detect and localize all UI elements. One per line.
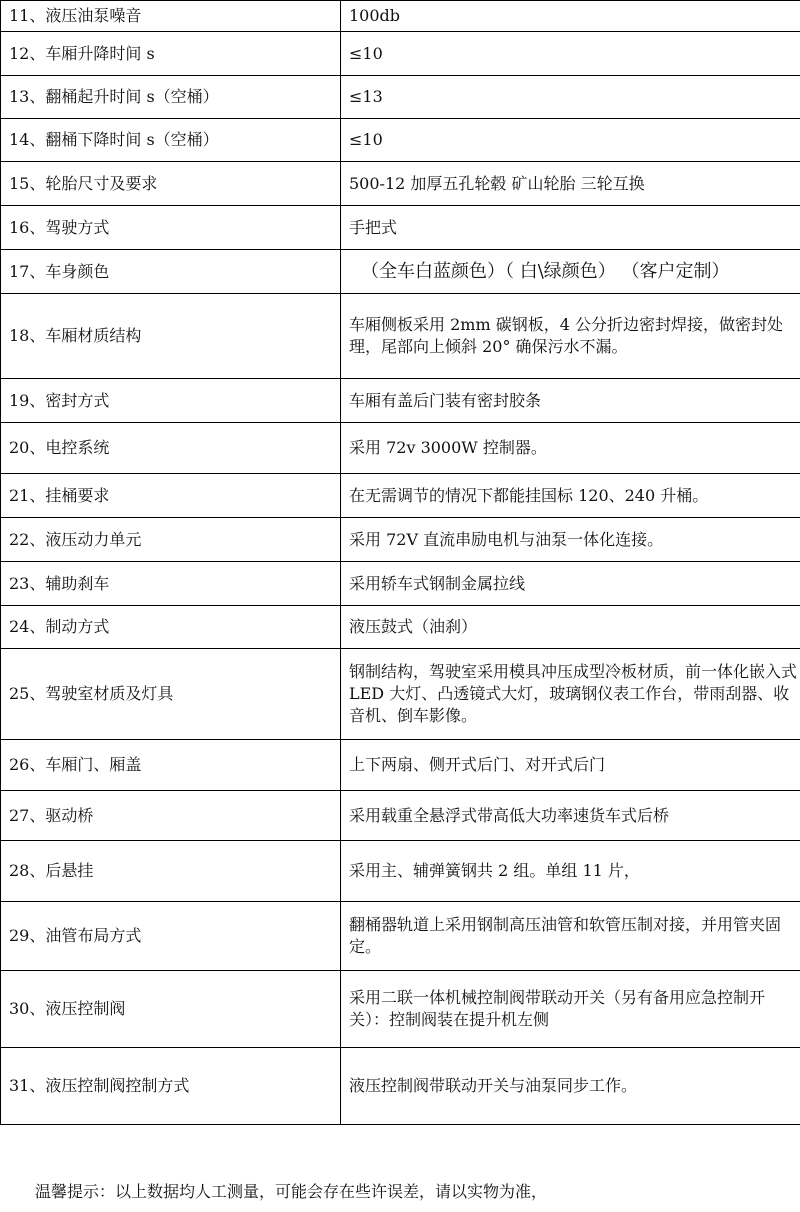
row-label: 14、翻桶下降时间 s（空桶） xyxy=(1,119,341,162)
row-value: （全车白蓝颜色）（ 白\绿颜色） （客户定制） xyxy=(341,250,800,294)
row-value: 钢制结构，驾驶室采用模具冲压成型冷板材质，前一体化嵌入式 LED 大灯、凸透镜式大灯，玻璃钢仪表工作台，带雨刮器、收音机、倒车影像。 xyxy=(341,649,800,740)
row-value: 采用 72v 3000W 控制器。 xyxy=(341,423,800,474)
table-row xyxy=(1,841,800,902)
table-row xyxy=(1,1,800,32)
table-row xyxy=(1,206,800,250)
row-label: 12、车厢升降时间 s xyxy=(1,32,341,76)
row-value: 采用二联一体机械控制阀带联动开关（另有备用应急控制开关）：控制阀装在提升机左侧 xyxy=(341,971,800,1048)
table-row xyxy=(1,379,800,423)
row-label: 30、液压控制阀 xyxy=(1,971,341,1048)
table-row xyxy=(1,162,800,206)
row-label: 13、翻桶起升时间 s（空桶） xyxy=(1,76,341,119)
row-label: 25、驾驶室材质及灯具 xyxy=(1,649,341,740)
row-value: 液压控制阀带联动开关与油泵同步工作。 xyxy=(341,1048,800,1125)
row-label: 26、车厢门、厢盖 xyxy=(1,740,341,791)
table-row xyxy=(1,606,800,649)
table-row xyxy=(1,791,800,841)
table-row xyxy=(1,971,800,1048)
row-value: 采用 72V 直流串励电机与油泵一体化连接。 xyxy=(341,518,800,562)
table-row xyxy=(1,740,800,791)
table-row xyxy=(1,294,800,379)
row-label: 18、车厢材质结构 xyxy=(1,294,341,379)
row-value: 上下两扇、侧开式后门、对开式后门 xyxy=(341,740,800,791)
row-label: 17、车身颜色 xyxy=(1,250,341,294)
footer-note: 温馨提示：以上数据均人工测量，可能会存在些许误差，请以实物为准， xyxy=(35,1182,548,1201)
row-label: 27、驱动桥 xyxy=(1,791,341,841)
row-value: 在无需调节的情况下都能挂国标 120、240 升桶。 xyxy=(341,474,800,518)
row-label: 29、油管布局方式 xyxy=(1,902,341,971)
row-label: 28、后悬挂 xyxy=(1,841,341,902)
row-label: 15、轮胎尺寸及要求 xyxy=(1,162,341,206)
row-value: 采用载重全悬浮式带高低大功率速货车式后桥 xyxy=(341,791,800,841)
row-label: 21、挂桶要求 xyxy=(1,474,341,518)
table-row xyxy=(1,902,800,971)
table-row xyxy=(1,1048,800,1125)
table-row xyxy=(1,119,800,162)
table-row xyxy=(1,562,800,606)
table-row xyxy=(1,250,800,294)
row-value: ≤13 xyxy=(341,76,800,119)
row-value: 车厢侧板采用 2mm 碳钢板，4 公分折边密封焊接，做密封处理，尾部向上倾斜 20° 确保污水不漏。 xyxy=(341,294,800,379)
row-label: 16、驾驶方式 xyxy=(1,206,341,250)
row-value: 液压鼓式（油刹） xyxy=(341,606,800,649)
row-value: 翻桶器轨道上采用钢制高压油管和软管压制对接，并用管夹固定。 xyxy=(341,902,800,971)
row-value: ≤10 xyxy=(341,119,800,162)
table-row xyxy=(1,76,800,119)
table-row xyxy=(1,423,800,474)
row-value: 100db xyxy=(341,1,800,32)
row-value: 手把式 xyxy=(341,206,800,250)
row-value: 车厢有盖后门装有密封胶条 xyxy=(341,379,800,423)
row-value: 采用轿车式钢制金属拉线 xyxy=(341,562,800,606)
row-value: 采用主、辅弹簧钢共 2 组。单组 11 片， xyxy=(341,841,800,902)
table-row xyxy=(1,649,800,740)
row-label: 19、密封方式 xyxy=(1,379,341,423)
table-row xyxy=(1,518,800,562)
row-label: 20、电控系统 xyxy=(1,423,341,474)
row-label: 11、液压油泵噪音 xyxy=(1,1,341,32)
row-label: 31、液压控制阀控制方式 xyxy=(1,1048,341,1125)
table-row xyxy=(1,32,800,76)
row-value: ≤10 xyxy=(341,32,800,76)
row-label: 24、制动方式 xyxy=(1,606,341,649)
table-row xyxy=(1,474,800,518)
row-label: 23、辅助刹车 xyxy=(1,562,341,606)
row-value: 500-12 加厚五孔轮毂 矿山轮胎 三轮互换 xyxy=(341,162,800,206)
row-label: 22、液压动力单元 xyxy=(1,518,341,562)
